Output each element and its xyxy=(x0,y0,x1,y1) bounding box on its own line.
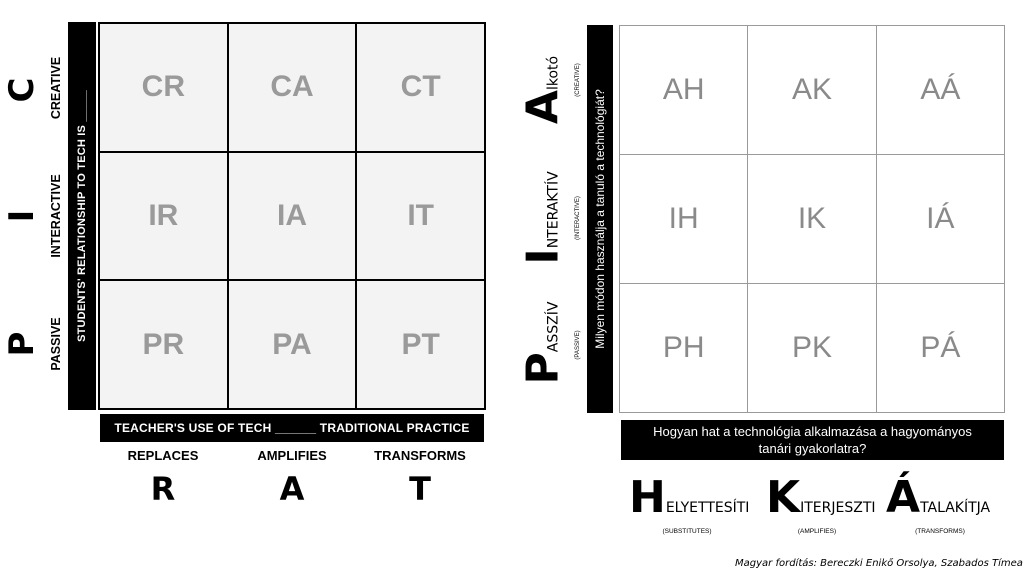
cell-ak: AK xyxy=(748,26,875,154)
row-label-passive: PASSIVE xyxy=(49,317,63,371)
cell-cr: CR xyxy=(100,24,227,151)
translation-credit: Magyar fordítás: Bereczki Enikő Orsolya, Szabados Tímea xyxy=(735,558,1023,569)
col-label-kiterjeszti-rest: ITERJESZTI xyxy=(800,500,876,516)
teacher-practice-bar xyxy=(621,420,1004,460)
cell-ct: CT xyxy=(357,24,484,151)
cell-pa-hu: PÁ xyxy=(877,284,1004,412)
col-label-helyettesiti-rest: ELYETTESÍTI xyxy=(665,500,750,516)
col-letter-r: R xyxy=(150,470,176,508)
col-label-atalakitja-cap: Á xyxy=(886,472,921,523)
row-label-passziv-cap: P xyxy=(517,352,569,385)
cell-pt: PT xyxy=(357,281,484,408)
col-letter-a: A xyxy=(279,470,305,508)
col-label-kiterjeszti xyxy=(766,472,876,523)
cell-ca: CA xyxy=(229,24,356,151)
teacher-practice-bar-line2: tanári gyakorlatra? xyxy=(758,441,867,456)
col-label-helyettesiti xyxy=(629,472,749,523)
matrix-grid-right xyxy=(619,25,1005,413)
row-label-creative: CREATIVE xyxy=(49,56,63,120)
col-label-atalakitja-rest: TALAKÍTJA xyxy=(920,500,991,516)
col-sub-substitutes: (SUBSTITUTES) xyxy=(662,528,712,535)
matrix-grid-left xyxy=(98,22,486,410)
row-sub-creative: (CREATIVE) xyxy=(575,63,581,97)
student-use-bar-label: Milyen módon használja a tanuló a technológiát? xyxy=(593,89,607,349)
cell-pr: PR xyxy=(100,281,227,408)
row-letter-creative: C xyxy=(2,77,42,103)
col-label-transforms: TRANSFORMS xyxy=(374,448,466,463)
row-label-interaktiv xyxy=(518,171,569,264)
col-label-kiterjeszti-cap: K xyxy=(766,472,801,523)
row-letter-passive: P xyxy=(2,331,42,357)
row-label-interaktiv-rest: NTERAKTÍV xyxy=(545,171,562,249)
row-label-interaktiv-cap: I xyxy=(517,248,569,265)
cell-ir: IR xyxy=(100,153,227,280)
teachers-use-bar: TEACHER'S USE OF TECH ______ TRADITIONAL PRACTICE xyxy=(100,414,484,442)
row-label-alkoto-cap: A xyxy=(517,90,569,125)
cell-it: IT xyxy=(357,153,484,280)
col-label-amplifies: AMPLIFIES xyxy=(257,448,327,463)
cell-ia: IA xyxy=(229,153,356,280)
row-sub-interactive: (INTERACTIVE) xyxy=(575,196,581,240)
teacher-practice-bar-line1: Hogyan hat a technológia alkalmazása a hagyományos xyxy=(653,424,972,439)
students-relationship-bar-label: STUDENTS' RELATIONSHIP TO TECH IS _____ xyxy=(76,90,88,342)
col-sub-transforms: (TRANSFORMS) xyxy=(915,528,965,535)
col-label-atalakitja xyxy=(886,472,990,523)
cell-pk: PK xyxy=(748,284,875,412)
col-label-replaces: REPLACES xyxy=(127,448,199,463)
cell-ia-hu: IÁ xyxy=(877,155,1004,283)
row-label-passziv-rest: ASSZÍV xyxy=(545,301,562,353)
cell-pa: PA xyxy=(229,281,356,408)
row-label-alkoto-rest: lkotó xyxy=(545,55,562,91)
row-label-passziv xyxy=(518,302,569,385)
cell-ah: AH xyxy=(620,26,747,154)
row-sub-passive: (PASSIVE) xyxy=(575,330,581,360)
row-letter-interactive: I xyxy=(2,209,42,223)
col-label-helyettesiti-cap: H xyxy=(629,472,666,523)
cell-ik: IK xyxy=(748,155,875,283)
row-label-alkoto xyxy=(518,56,569,124)
row-label-interactive: INTERACTIVE xyxy=(49,174,63,258)
col-letter-t: T xyxy=(409,470,431,508)
cell-ih: IH xyxy=(620,155,747,283)
cell-ph: PH xyxy=(620,284,747,412)
cell-aa: AÁ xyxy=(877,26,1004,154)
col-sub-amplifies: (AMPLIFIES) xyxy=(797,528,837,535)
